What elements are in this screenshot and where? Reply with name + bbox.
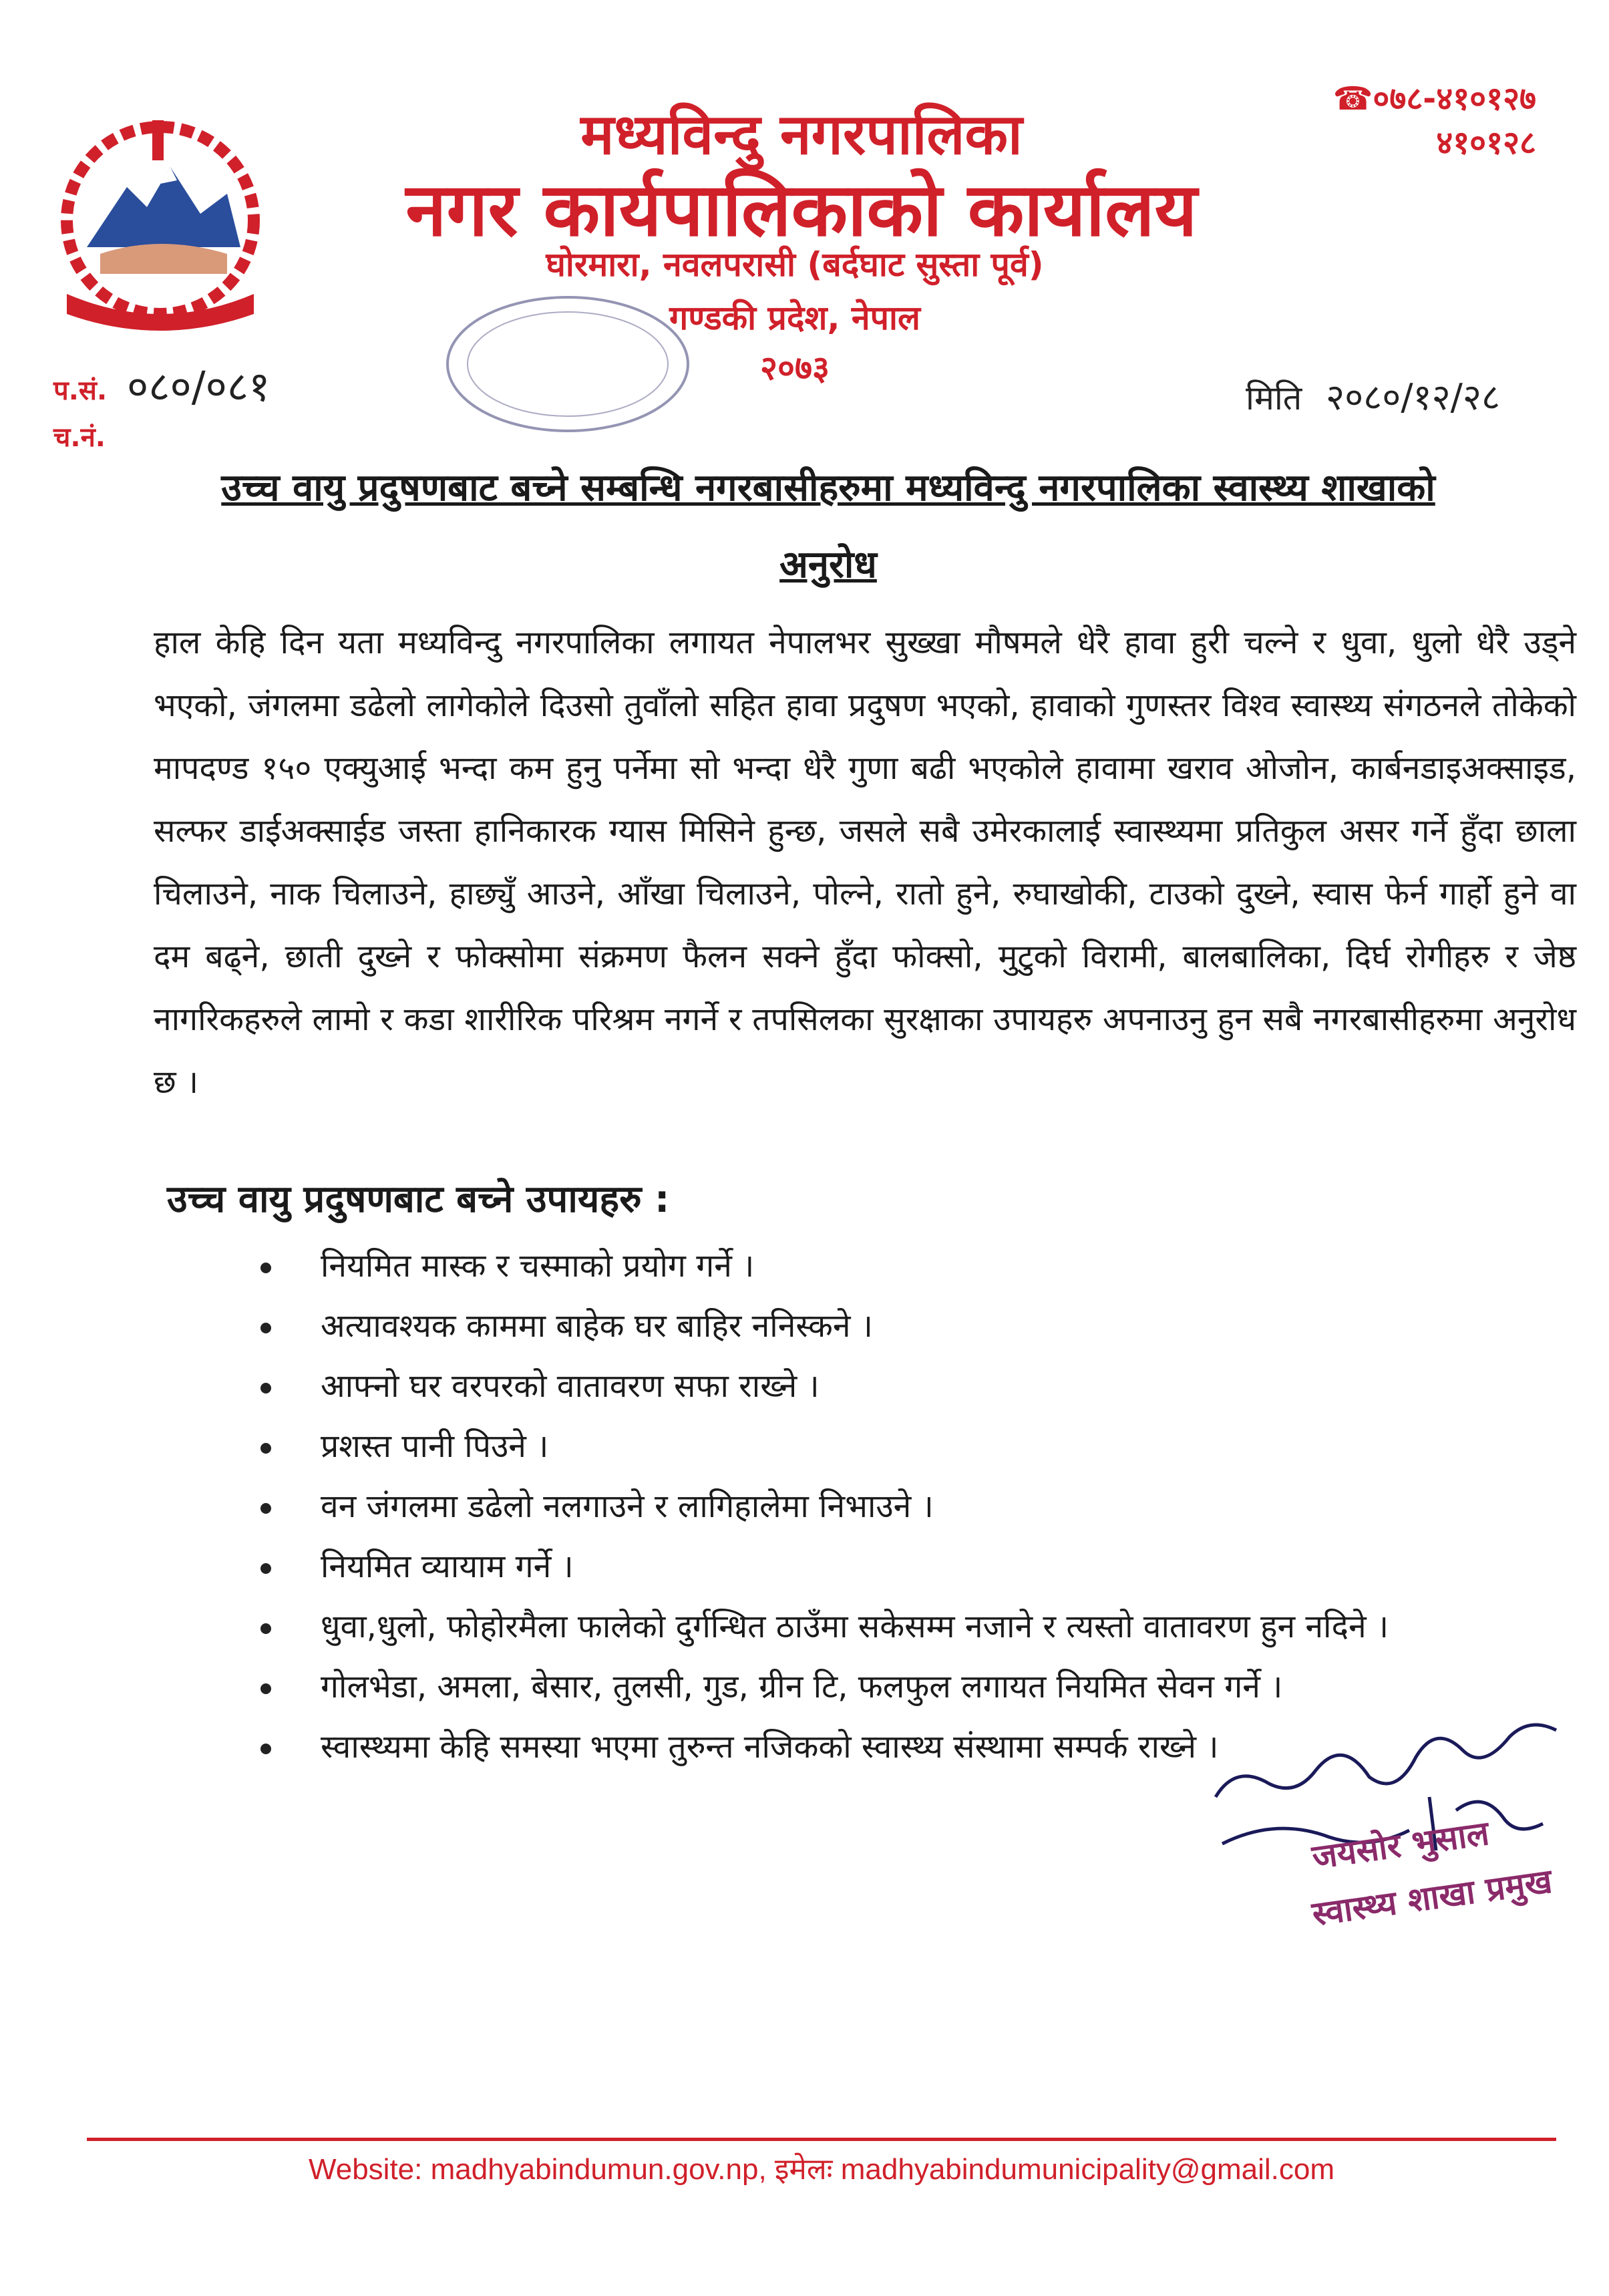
office-address: घोरमारा, नवलपरासी (बर्दघाट सुस्ता पूर्व) [546, 245, 1044, 284]
bullet-icon [260, 1443, 271, 1454]
bullet-icon [260, 1683, 271, 1694]
phone-numbers [1256, 77, 1536, 165]
bullet-icon [260, 1563, 271, 1574]
bullet-icon [260, 1383, 271, 1393]
footer-divider [87, 2138, 1556, 2141]
measures-heading: उच्च वायु प्रदुषणबाट बच्ने उपायहरु : [167, 1178, 670, 1221]
office-province: गण्डकी प्रदेश, नेपाल [669, 299, 920, 337]
bullet-icon [260, 1323, 271, 1333]
reference-number-label: प.सं. [53, 375, 108, 406]
phone-primary: ☎०७८-४१०१२७ [1332, 80, 1536, 118]
subject-line-2: अनुरोध [779, 543, 877, 587]
list-item: प्रशस्त पानी पिउने । [267, 1416, 1590, 1476]
bullet-icon [260, 1503, 271, 1514]
office-name: नगर कार्यपालिकाको कार्यालय [405, 167, 1198, 253]
dispatch-number-label: च.नं. [53, 422, 106, 453]
list-item: धुवा,धुलो, फोहोरमैला फालेको दुर्गन्धित ठाउँमा सकेसम्म नजाने र त्यस्तो वातावरण हुन नदिने । [267, 1597, 1590, 1657]
municipality-name: मध्यविन्दु नगरपालिका [580, 102, 1023, 167]
subject-line-1: उच्च वायु प्रदुषणबाट बच्ने सम्बन्धि नगरबासीहरुमा मध्यविन्दु नगरपालिका स्वास्थ्य शाखाको [221, 466, 1435, 510]
office-stamp-icon [441, 287, 695, 441]
measures-list [267, 1236, 1590, 1777]
list-item: वन जंगलमा डढेलो नलगाउने र लागिहालेमा निभाउने । [267, 1476, 1590, 1536]
list-item: नियमित व्यायाम गर्ने । [267, 1536, 1590, 1597]
list-item: आफ्नो घर वरपरको वातावरण सफा राख्ने । [267, 1356, 1590, 1416]
reference-number-value: ०८०/०८१ [127, 362, 271, 411]
date-value: २०८०/१२/२८ [1326, 376, 1501, 418]
bullet-icon [260, 1623, 271, 1634]
footer-contact: Website: madhyabindumun.gov.np, इमेलः madhyabindumunicipality@gmail.com [309, 2153, 1334, 2186]
list-item: नियमित मास्क र चस्माको प्रयोग गर्ने । [267, 1236, 1590, 1296]
list-item: स्वास्थ्यमा केहि समस्या भएमा तुरुन्त नजिकको स्वास्थ्य संस्थामा सम्पर्क राख्ने । [267, 1717, 1590, 1777]
bullet-icon [260, 1744, 271, 1754]
signer-name: जयसोर भुसाल [1309, 1813, 1491, 1877]
nepal-emblem-icon [27, 114, 294, 341]
body-paragraph: हाल केहि दिन यता मध्यविन्दु नगरपालिका लगायत नेपालभर सुख्खा मौषमले धेरै हावा हुरी चल्ने र धुवा, धुलो धेरै उड्ने भएको, जंगलमा डढेलो लागेकोले दिउसो तुवाँलो सहित हावा प्रदुषण भएको, हावाको गुणस्तर विश्व स्वास्थ्य संगठनले तोकेको मापदण्ड १५० एक्युआई भन्दा कम हुनु पर्नेमा सो भन्दा धेरै गुणा बढी भएकोले हावामा खराव ओजोन, कार्बनडाइअक्साइड, सल्फर डाईअक्साईड जस्ता हानिकारक ग्यास मिसिने हुन्छ, जसले सबै उमेरकालाई स्वास्थ्यमा प्रतिकुल असर गर्ने हुँदा छाला चिलाउने, नाक चिलाउने, हाछ्युँ आउने, आँखा चिलाउने, पोल्ने, रातो हुने, रुघाखोकी, टाउको दुख्ने, स्वास फेर्न गार्हो हुने वा दम बढ्ने, छाती दुख्ने र फोक्सोमा संक्रमण फैलन सक्ने हुँदा फोक्सो, मुटुको विरामी, बालबालिका, दिर्घ रोगीहरु र जेष्ठ नागरिकहरुले लामो र कडा शारीरिक परिश्रम नगर्ने र तपसिलका सुरक्षाका उपायहरु अपनाउनु हुन सबै नगरबासीहरुमा अनुरोध छ । [154, 624, 1576, 1101]
bullet-icon [260, 1263, 271, 1273]
phone-secondary: ४१०१२८ [1436, 124, 1536, 162]
signer-title: स्वास्थ्य शाखा प्रमुख [1309, 1861, 1555, 1934]
list-item: अत्यावश्यक काममा बाहेक घर बाहिर ननिस्कने । [267, 1296, 1590, 1356]
date-label: मिति [1246, 379, 1302, 418]
list-item: गोलभेडा, अमला, बेसार, तुलसी, गुड, ग्रीन टि, फलफुल लगायत नियमित सेवन गर्ने । [267, 1657, 1590, 1717]
establishment-year: २०७३ [760, 349, 830, 387]
